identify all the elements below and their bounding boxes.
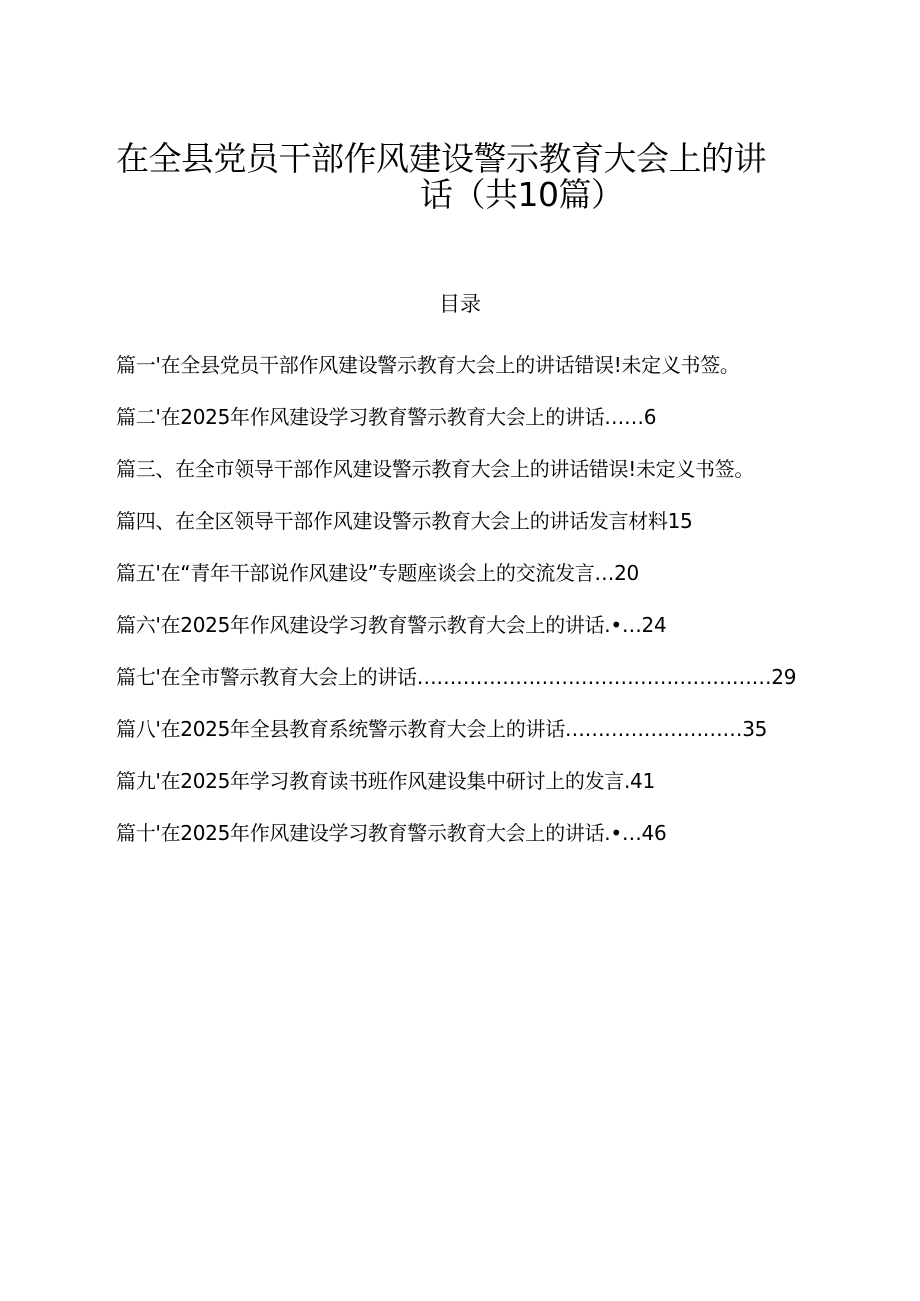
toc-item-4[interactable]: 篇四、在全区领导干部作风建设警示教育大会上的讲话发言材料15 — [116, 509, 693, 533]
document-title-line1: 在全县党员干部作风建设警示教育大会上的讲 — [116, 139, 766, 178]
toc-item-3[interactable]: 篇三、在全市领导干部作风建设警示教育大会上的讲话错误!未定义书签。 — [116, 457, 755, 481]
toc-item-9[interactable]: 篇九'在2025年学习教育读书班作风建设集中研讨上的发言.41 — [116, 769, 655, 793]
toc-item-1[interactable]: 篇一'在全县党员干部作风建设警示教育大会上的讲话错误!未定义书签。 — [116, 353, 740, 377]
toc-item-8[interactable]: 篇八'在2025年全县教育系统警示教育大会上的讲话………………………35 — [116, 717, 768, 741]
toc-item-5[interactable]: 篇五'在“青年干部说作风建设”专题座谈会上的交流发言…20 — [116, 561, 639, 585]
toc-item-10[interactable]: 篇十'在2025年作风建设学习教育警示教育大会上的讲话.•…46 — [116, 821, 667, 845]
document-title-line2: 话（共10篇） — [420, 175, 624, 214]
toc-item-2[interactable]: 篇二'在2025年作风建设学习教育警示教育大会上的讲话……6 — [116, 405, 657, 429]
toc-heading: 目录 — [439, 292, 481, 316]
toc-item-7[interactable]: 篇七'在全市警示教育大会上的讲话………………………………………………29 — [116, 665, 797, 689]
toc-list — [116, 345, 896, 865]
toc-item-6[interactable]: 篇六'在2025年作风建设学习教育警示教育大会上的讲话.•…24 — [116, 613, 667, 637]
